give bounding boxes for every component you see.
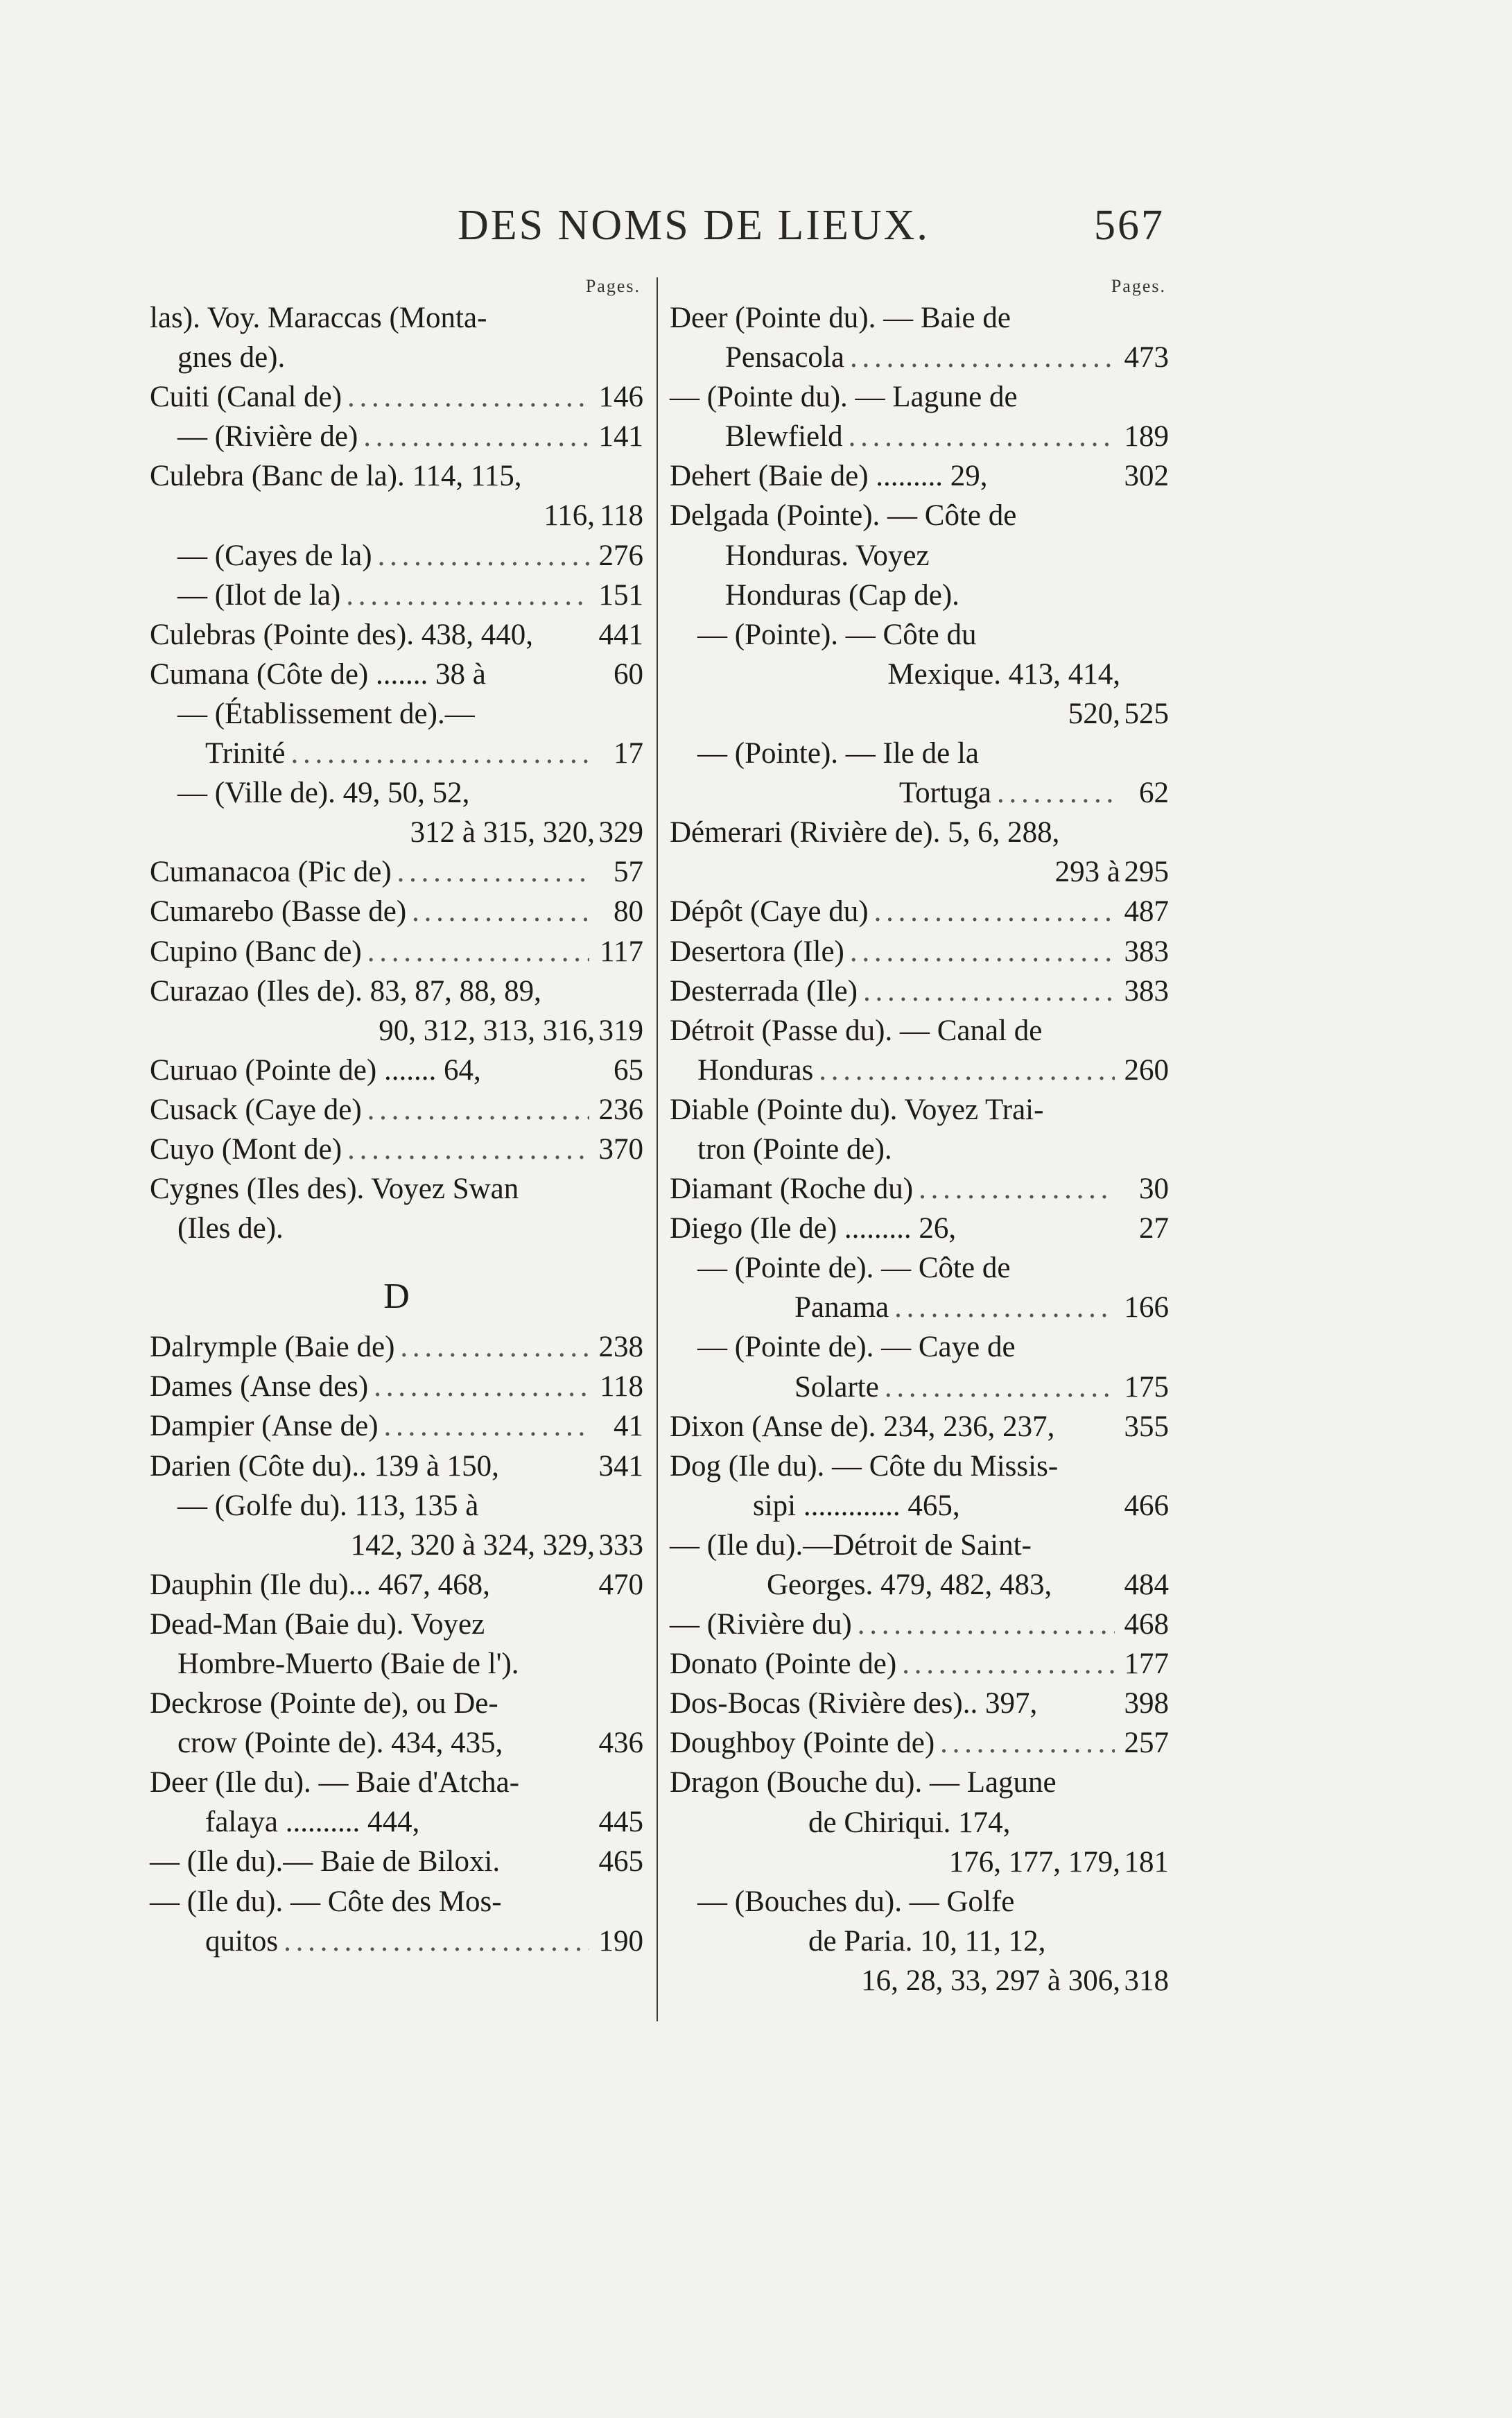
- index-entry: quitos . . . 190: [150, 1922, 643, 1961]
- index-entry: Panama . . . 166: [670, 1288, 1169, 1327]
- index-entry: de Paria. 10, 11, 12,: [808, 1924, 1046, 1958]
- pages-column-label: Pages.: [1111, 276, 1166, 296]
- index-entry: Cumarebo (Basse de) . . . 80: [150, 892, 643, 931]
- index-entry: Cumanacoa (Pic de) . . . 57: [150, 852, 643, 892]
- index-entry: 16, 28, 33, 297 à 306, 318: [861, 1964, 1169, 1997]
- index-entry: — (Rivière de) . . . 141: [150, 417, 643, 456]
- index-entry: 90, 312, 313, 316, 319: [379, 1014, 643, 1047]
- index-entry: Blewfield . . . 189: [670, 417, 1169, 456]
- index-entry: Solarte . . . 175: [670, 1367, 1169, 1407]
- index-entry: Curuao (Pointe de) ....... 64, 65: [150, 1053, 643, 1087]
- index-entry: Georges. 479, 482, 483, 484: [767, 1569, 1169, 1601]
- index-entry: — (Cayes de la) . . . 276: [150, 536, 643, 576]
- index-entry: — (Ile du).—Détroit de Saint-: [670, 1528, 1032, 1562]
- index-entry: 142, 320 à 324, 329, 333: [350, 1528, 643, 1562]
- index-entry: Darien (Côte du).. 139 à 150, 341: [150, 1449, 643, 1483]
- index-entry: — (Établissement de).—: [177, 697, 475, 730]
- index-entry: 293 à 295: [1054, 856, 1169, 889]
- index-entry: Démerari (Rivière de). 5, 6, 288,: [670, 816, 1060, 849]
- index-entry: de Chiriqui. 174,: [808, 1806, 1011, 1839]
- index-entry: Dépôt (Caye du) . . . 487: [670, 892, 1169, 931]
- pages-column-label: Pages.: [585, 276, 641, 296]
- index-entry: 312 à 315, 320, 329: [410, 816, 643, 849]
- page-number: 567: [1094, 202, 1165, 249]
- index-entry: Cupino (Banc de) . . . 117: [150, 932, 643, 971]
- index-entry: Pensacola . . . 473: [670, 338, 1169, 377]
- index-entry: Honduras. Voyez: [725, 539, 930, 572]
- index-entry: — (Pointe). — Ile de la: [697, 737, 980, 770]
- index-entry: — (Pointe de). — Côte de: [697, 1252, 1011, 1285]
- index-entry: Diego (Ile de) ......... 26, 27: [670, 1212, 1169, 1245]
- section-letter: D: [383, 1277, 410, 1317]
- index-entry: — (Ville de). 49, 50, 52,: [177, 777, 470, 810]
- index-entry: Dehert (Baie de) ......... 29, 302: [670, 460, 1169, 493]
- index-entry: — (Pointe de). — Caye de: [697, 1331, 1016, 1364]
- index-entry: — (Rivière du) . . . 468: [670, 1605, 1169, 1644]
- index-entry: Dauphin (Ile du)... 467, 468, 470: [150, 1568, 643, 1601]
- index-entry: 520, 525: [1068, 697, 1169, 730]
- index-entry: Dog (Ile du). — Côte du Missis-: [670, 1449, 1059, 1483]
- index-entry: Curazao (Iles de). 83, 87, 88, 89,: [150, 974, 541, 1008]
- index-column-left: [150, 276, 643, 2030]
- index-entry: Diable (Pointe du). Voyez Trai-: [670, 1093, 1044, 1126]
- column-divider: [657, 277, 658, 2021]
- index-entry: Dead-Man (Baie du). Voyez: [150, 1607, 485, 1641]
- index-entry: Dixon (Anse de). 234, 236, 237, 355: [670, 1410, 1169, 1443]
- index-entry: Détroit (Passe du). — Canal de: [670, 1014, 1043, 1047]
- index-entry: — (Golfe du). 113, 135 à: [177, 1489, 479, 1522]
- index-entry: Dragon (Bouche du). — Lagune: [670, 1766, 1057, 1799]
- index-entry: Desertora (Ile) . . . 383: [670, 932, 1169, 971]
- index-entry: Delgada (Pointe). — Côte de: [670, 499, 1017, 533]
- index-entry: — (Ilot de la) . . . 151: [150, 576, 643, 615]
- index-entry: — (Ile du).— Baie de Biloxi. 465: [150, 1845, 643, 1879]
- index-entry: Tortuga . . . 62: [670, 773, 1169, 813]
- index-entry: Cumana (Côte de) ....... 38 à 60: [150, 657, 643, 691]
- index-entry: Dames (Anse des) . . . 118: [150, 1367, 643, 1406]
- index-entry: Dos-Bocas (Rivière des).. 397, 398: [670, 1687, 1169, 1720]
- index-entry: 176, 177, 179, 181: [948, 1845, 1169, 1879]
- index-entry: Dampier (Anse de) . . . 41: [150, 1406, 643, 1446]
- index-entry: las). Voy. Maraccas (Monta-: [150, 302, 487, 334]
- index-entry: Cygnes (Iles des). Voyez Swan: [150, 1173, 519, 1206]
- index-entry: Cuiti (Canal de) . . . 146: [150, 377, 643, 417]
- index-entry: Culebras (Pointe des). 438, 440, 441: [150, 618, 643, 651]
- index-entry: Cuyo (Mont de) . . . 370: [150, 1130, 643, 1169]
- index-entry: Hombre-Muerto (Baie de l').: [177, 1648, 519, 1680]
- index-entry: — (Ile du). — Côte des Mos-: [150, 1885, 502, 1918]
- index-entry: 116, 118: [544, 499, 643, 533]
- index-entry: Honduras . . . 260: [670, 1051, 1169, 1090]
- index-entry: Deer (Ile du). — Baie d'Atcha-: [150, 1766, 520, 1799]
- index-entry: (Iles de).: [177, 1212, 284, 1245]
- index-entry: — (Pointe du). — Lagune de: [670, 381, 1018, 414]
- index-entry: Doughboy (Pointe de) . . . 257: [670, 1723, 1169, 1763]
- index-entry: Donato (Pointe de) . . . 177: [670, 1644, 1169, 1684]
- running-title: DES NOMS DE LIEUX.: [458, 202, 930, 249]
- running-header: [458, 201, 1165, 264]
- index-entry: gnes de).: [177, 341, 286, 374]
- index-column-right: [670, 276, 1169, 2030]
- index-entry: Cusack (Caye de) . . . 236: [150, 1090, 643, 1130]
- index-entry: — (Bouches du). — Golfe: [697, 1885, 1015, 1918]
- index-entry: sipi ............. 465, 466: [753, 1489, 1169, 1522]
- index-entry: crow (Pointe de). 434, 435, 436: [177, 1727, 643, 1760]
- index-entry: Diamant (Roche du) . . . 30: [670, 1169, 1169, 1209]
- index-entry: falaya .......... 444, 445: [205, 1806, 643, 1839]
- index-entry: Culebra (Banc de la). 114, 115,: [150, 460, 522, 493]
- index-entry: tron (Pointe de).: [697, 1132, 892, 1166]
- index-entry: Desterrada (Ile) . . . 383: [670, 971, 1169, 1011]
- index-entry: — (Pointe). — Côte du: [697, 618, 977, 651]
- index-entry: Mexique. 413, 414,: [887, 657, 1120, 691]
- index-entry: Deckrose (Pointe de), ou De-: [150, 1687, 498, 1720]
- index-entry: Trinité . . . 17: [150, 734, 643, 773]
- index-entry: Dalrymple (Baie de) . . . 238: [150, 1327, 643, 1367]
- index-entry: Deer (Pointe du). — Baie de: [670, 302, 1011, 334]
- index-entry: Honduras (Cap de).: [725, 578, 959, 612]
